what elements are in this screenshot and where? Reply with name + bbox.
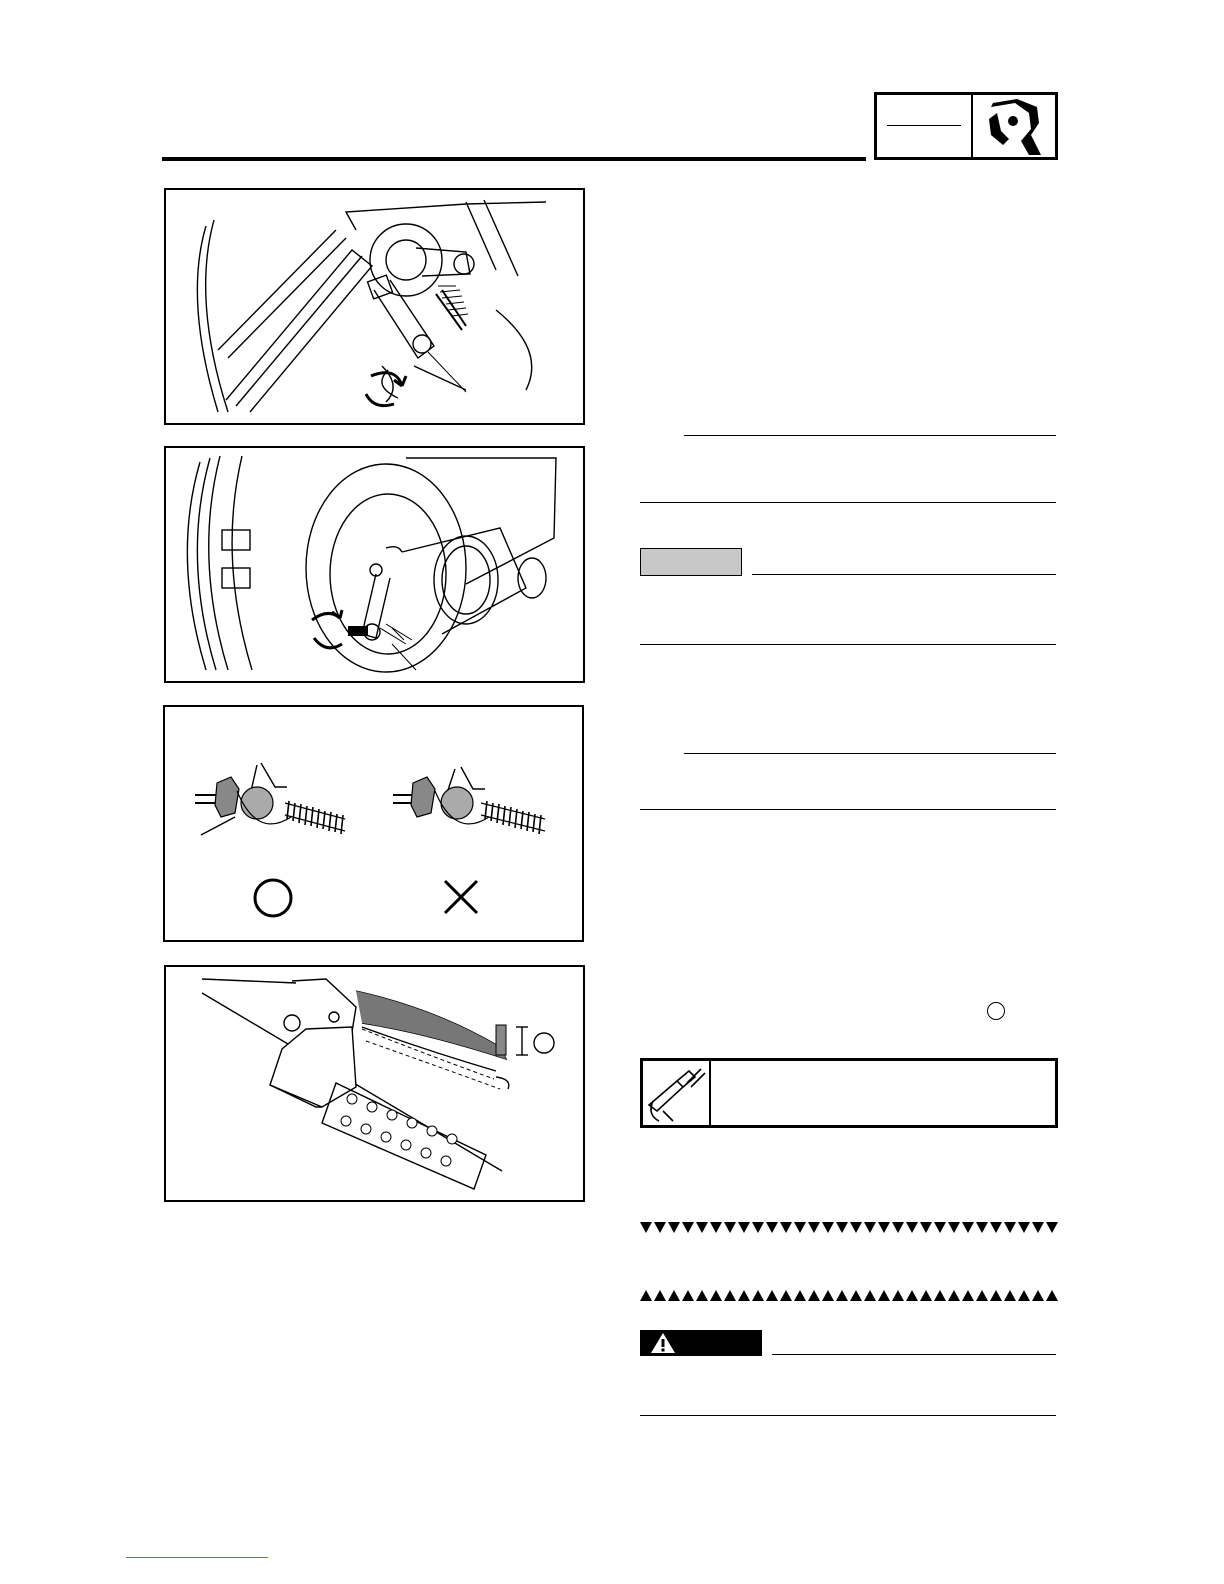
footer-link[interactable] [126,1557,268,1558]
rotate-arrows-icon [312,610,342,648]
correct-mark-icon [255,880,291,916]
header-divider [971,95,973,157]
section-code-line [887,125,961,126]
warning-label-box [640,1330,762,1356]
caution-heading-rule [752,574,1056,575]
note-end-rule-1 [640,502,1056,503]
figure-brake-lever-free-play [164,965,585,1202]
incorrect-mark-icon [445,881,477,913]
rotate-arrows-icon [366,373,406,406]
warning-heading-rule [772,1354,1056,1355]
caution-end-rule [640,644,1056,645]
callout-a-icon [534,1033,554,1053]
note-heading-rule-2 [684,753,1056,754]
figure-rear-brake-adjust-1 [164,188,585,425]
header-rule [162,157,866,161]
caliper-icon [643,1061,711,1125]
figure-rear-brake-adjust-2 [164,446,585,683]
figure-adjust-nut-position [163,705,584,942]
note-heading-rule-1 [684,435,1056,436]
wrench-nut-icon [981,99,1057,157]
warning-end-rule [640,1415,1056,1416]
warning-triangle-icon [648,1330,678,1356]
note-end-rule-2 [640,809,1056,810]
caution-label-box [640,548,742,576]
callout-a-marker [987,1002,1005,1020]
spec-box [640,1058,1058,1128]
warning-end-markers [640,1290,1058,1304]
warning-start-markers [640,1222,1058,1236]
section-header-box [874,92,1058,160]
